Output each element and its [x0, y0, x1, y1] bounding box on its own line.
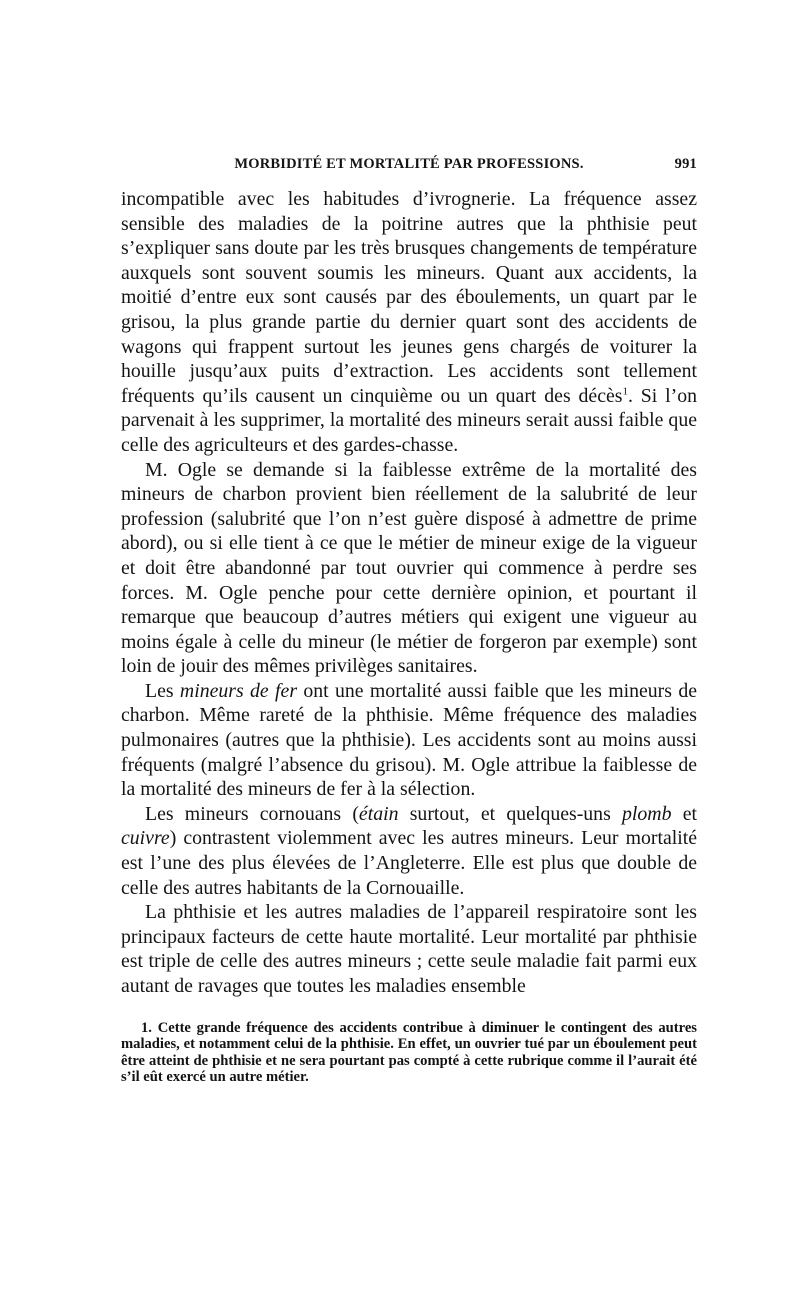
paragraph-4-lead: Les mineurs cornouans (: [145, 802, 359, 825]
paragraph-4: [121, 802, 697, 900]
paragraph-3-text: ont une mortalité aussi faible que les mineurs de charbon. Même rareté de la phthisie. Même fréquence des maladies pulmonaires (autres que la phthisie). Les accidents sont au moins aussi fréquents (malgré l’absence du grisou). M. Ogle attribue la faiblesse de la mortalité des mineurs de fer à la sélection.: [121, 679, 697, 801]
footnotes: [121, 1020, 697, 1086]
paragraph-1-text: incompatible avec les habitudes d’ivrognerie. La fréquence assez sensible des maladies de la poitrine autres que la phthisie peut s’expliquer sans doute par les très brusques changements de température auxquels sont souvent soumis les mineurs. Quant aux accidents, la moitié d’entre eux sont causés par des éboulements, un quart par le grisou, la plus grande partie du dernier quart sont des accidents de wagons qui frappent surtout les jeunes gens chargés de voiturer la houille jusqu’aux puits d’extraction. Les accidents sont tellement fréquents qu’ils causent un cinquième ou un quart des décès: [121, 188, 697, 407]
paragraph-3: [121, 679, 697, 802]
paragraph-2: M. Ogle se demande si la faiblesse extrême de la mortalité des mineurs de charbon provient bien réellement de la salubrité de leur profession (salubrité que l’on n’est guère disposé à admettre de prime abord), ou si elle tient à ce que le métier de mineur exige de la vigueur et doit être abandonné par tout ouvrier qui commence à perdre ses forces. M. Ogle penche pour cette dernière opinion, et pourtant il remarque que beaucoup d’autres métiers qui exigent une vigueur au moins égale à celle du mineur (le métier de forgeron par exemple) sont loin de jouir des mêmes privilèges sanitaires.: [121, 458, 697, 678]
body-text: [121, 187, 697, 999]
mineurs-de-fer-emphasis: mineurs de fer: [179, 679, 298, 702]
page-number: 991: [674, 156, 697, 172]
plomb-emphasis: plomb: [622, 802, 672, 825]
paragraph-4-mid-2: et: [671, 802, 697, 825]
paragraph-1-rest: . Si l’on parvenait à les supprimer, la mortalité des mineurs serait aussi faible que celle des agriculteurs et des gardes-chasse.: [121, 384, 697, 456]
cuivre-emphasis: cuivre: [121, 827, 170, 850]
paragraph-3-lead: Les: [145, 679, 180, 702]
paragraph-4-text: ) contrastent violemment avec les autres mineurs. Leur mortalité est l’une des plus élevées de l’Angleterre. Elle est plus que double de celle des autres habitants de la Cornouaille.: [121, 827, 697, 899]
running-title: MORBIDITÉ ET MORTALITÉ PAR PROFESSIONS.: [234, 156, 584, 172]
footnote-1: 1. Cette grande fréquence des accidents contribue à diminuer le contingent des autres maladies, et notamment celui de la phthisie. En effet, un ouvrier tué par un éboulement peut être atteint de phthisie et ne sera pourtant pas compté à cette rubrique comme il l’aurait été s’il eût exercé un autre métier.: [121, 1019, 697, 1086]
paragraph-5: La phthisie et les autres maladies de l’appareil respiratoire sont les principaux facteurs de cette haute mortalité. Leur mortalité par phthisie est triple de celle des autres mineurs ; cette seule maladie fait parmi eux autant de ravages que toutes les maladies ensemble: [121, 901, 697, 997]
book-page: [121, 156, 697, 1086]
etain-emphasis: étain: [358, 802, 399, 825]
paragraph-1: [121, 187, 697, 458]
footnote-ref: 1: [622, 385, 628, 398]
paragraph-4-mid-1: surtout, et quelques-uns: [398, 802, 623, 825]
running-header: [121, 156, 697, 178]
